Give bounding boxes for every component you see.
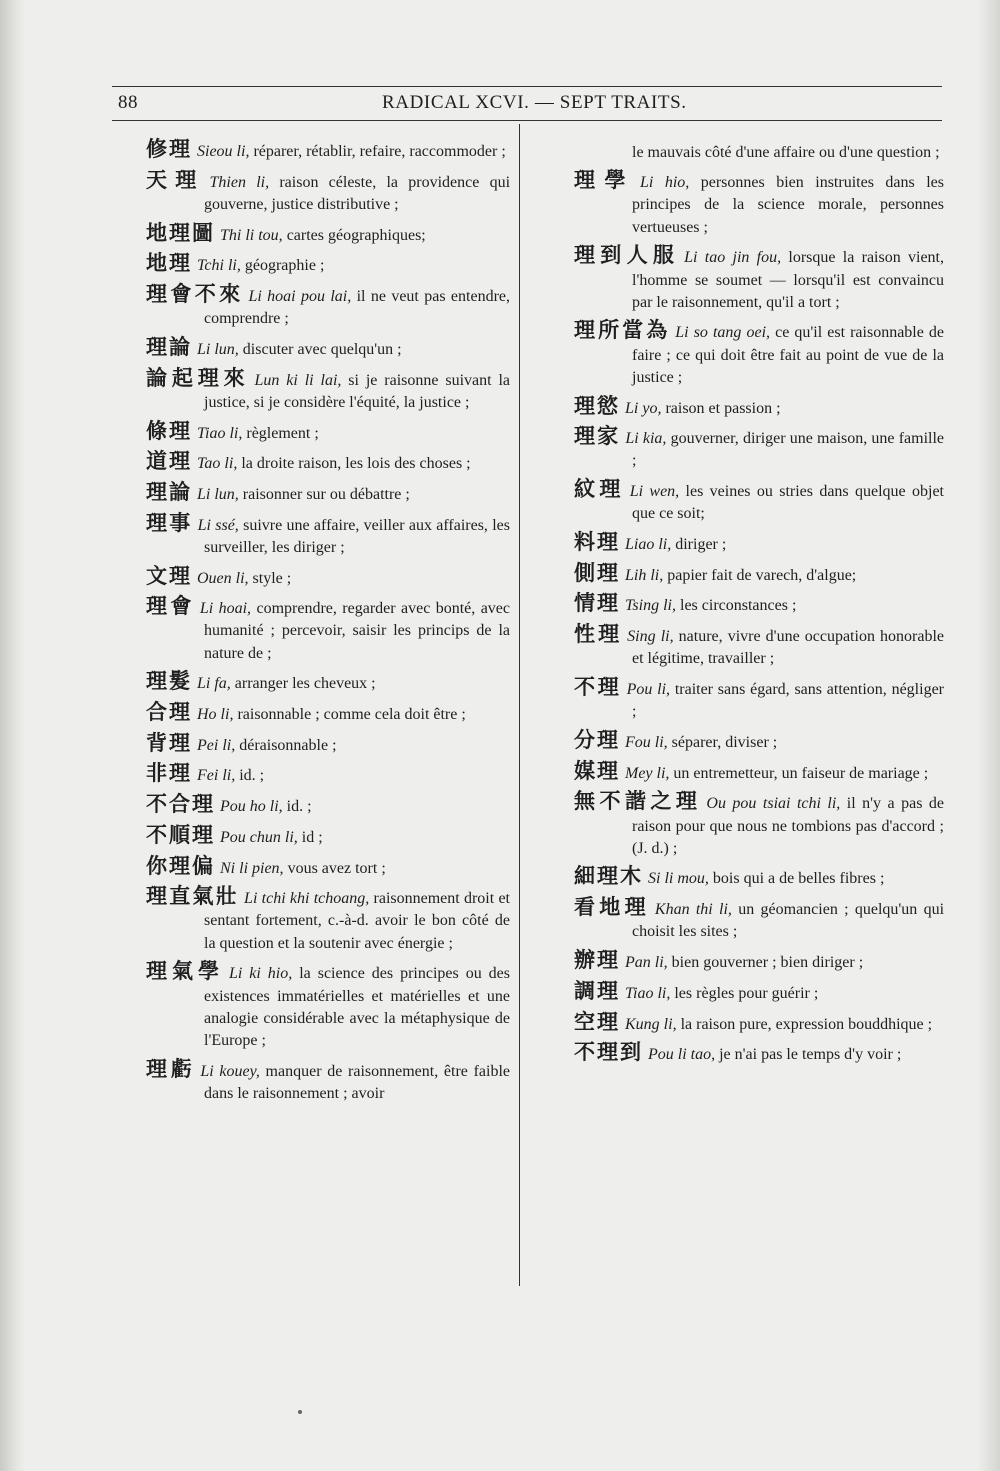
headword-chinese: 看地理: [574, 895, 650, 920]
headword-chinese: 理論: [146, 334, 192, 359]
definition: un géomancien ; quelqu'un qui choisit les sites ;: [632, 901, 945, 941]
headword-chinese: 辦理: [574, 948, 620, 973]
left-column: [146, 138, 510, 1111]
headword-chinese: 修理: [146, 137, 192, 161]
definition: manquer de raisonnement, être faible dans le raisonnement ; avoir: [204, 1062, 511, 1102]
page-header: [112, 86, 942, 122]
romanization: Lih li,: [625, 566, 664, 584]
headword-chinese: 背理: [146, 730, 192, 755]
right-column: [574, 142, 944, 1072]
romanization: Tiao li,: [197, 424, 243, 442]
romanization: Li kia,: [625, 430, 667, 448]
romanization: Ni li pien,: [220, 859, 284, 877]
romanization: Li ki hio,: [228, 965, 293, 983]
romanization: Li tchi khi tchoang,: [244, 890, 370, 908]
headword-chinese: 性理: [574, 622, 623, 647]
dictionary-entry: [574, 531, 944, 556]
dictionary-entry: [574, 760, 944, 785]
headword-chinese: 不合理: [146, 792, 215, 817]
definition: règlement ;: [242, 424, 319, 442]
romanization: Sing li,: [627, 628, 674, 646]
headword-chinese: 料理: [574, 530, 620, 555]
headword-chinese: 合理: [146, 700, 192, 725]
headword-chinese: 理論: [146, 479, 192, 504]
headword-chinese: 紋理: [574, 477, 625, 502]
romanization: Pou chun li,: [220, 828, 298, 846]
dictionary-entry: [574, 395, 944, 420]
definition: discuter avec quelqu'un ;: [238, 340, 402, 358]
running-title: RADICAL XCVI. — SEPT TRAITS.: [382, 92, 687, 113]
romanization: Li wen,: [629, 483, 680, 501]
definition: personnes bien instruites dans les principes de la science morale, personnes vertueuses ;: [632, 174, 945, 236]
romanization: Tsing li,: [625, 597, 676, 615]
headword-chinese: 地理圖: [146, 220, 215, 245]
headword-chinese: 文理: [146, 563, 192, 588]
definition: il n'y a pas de raison pour que nous ne tombions pas d'accord ; (J. d.) ;: [632, 795, 945, 857]
dictionary-entry: [574, 1011, 944, 1036]
romanization: Li yo,: [625, 399, 662, 417]
dictionary-entry: [146, 252, 510, 277]
romanization: Tao li,: [197, 455, 238, 473]
definition: il ne veut pas entendre, comprendre ;: [204, 288, 510, 328]
definition: réparer, rétablir, refaire, raccommoder ;: [249, 143, 506, 160]
definition: lorsque la raison vient, l'homme se soumet — lorsqu'il est convaincu par le raisonnement, qu'il a tort ;: [632, 249, 945, 311]
definition: si je raisonne suivant la justice, si je considère l'équité, la justice ;: [204, 371, 511, 411]
headword-chinese: 理家: [574, 424, 621, 449]
headword-chinese: 非理: [146, 761, 192, 786]
headword-chinese: 不理: [574, 675, 622, 700]
headword-chinese: 不順理: [146, 822, 215, 847]
romanization: Li tao jin fou,: [684, 249, 782, 267]
romanization: Tiao li,: [625, 984, 671, 1002]
headword-chinese: 道理: [146, 449, 192, 474]
dictionary-entry: [574, 169, 944, 239]
definition: raison céleste, la providence qui gouverne, justice distributive ;: [204, 173, 511, 213]
dictionary-entry: [146, 670, 510, 695]
definition: la science des principes ou des existences immatérielles et matérielles et une analogie considérable avec la métaphysique de l'Europe ;: [204, 965, 511, 1049]
definition: les veines ou stries dans quelque objet que ce soit;: [632, 483, 945, 523]
headword-chinese: 理虧: [146, 1056, 196, 1081]
dictionary-entry: [574, 623, 944, 670]
romanization: Pou li tao,: [648, 1046, 716, 1064]
headword-chinese: 理慾: [574, 393, 620, 418]
dictionary-entry: [146, 701, 510, 726]
romanization: Li lun,: [197, 340, 239, 358]
romanization: Khan thi li,: [654, 901, 732, 919]
headword-chinese: 空理: [574, 1009, 620, 1034]
romanization: Ou pou tsiai tchi li,: [706, 795, 841, 813]
definition: les règles pour guérir ;: [670, 984, 819, 1002]
definition: cartes géographiques;: [282, 226, 426, 244]
headword-chinese: 媒理: [574, 758, 620, 783]
headword-chinese: 理會: [146, 594, 195, 619]
headword-chinese: 理直氣壯: [146, 884, 240, 909]
definition: comprendre, regarder avec bonté, avec humanité ; percevoir, saisir les princips de la nature de ;: [204, 600, 511, 662]
romanization: Li lun,: [197, 485, 239, 503]
dictionary-entry: [146, 824, 510, 849]
definition: traiter sans égard, sans attention, négliger ;: [632, 681, 944, 721]
headword-chinese: 情理: [574, 591, 620, 616]
dictionary-entry: [146, 283, 510, 330]
page-edge-shadow: [978, 0, 1000, 1471]
headword-chinese: 理會不來: [146, 282, 244, 307]
definition: vous avez tort ;: [283, 859, 386, 877]
dictionary-entry: [574, 676, 944, 723]
definition: je n'ai pas le temps d'y voir ;: [715, 1046, 902, 1064]
definition: raisonnement droit et sentant fortement, c.-à-d. avoir le bon côté de la question et la soutenir avec énergie ;: [204, 890, 511, 952]
headword-chinese: 地理: [146, 251, 192, 276]
column-divider: [519, 124, 520, 1286]
definition: id ;: [297, 828, 323, 846]
definition: gouverner, diriger une maison, une famille ;: [632, 430, 945, 470]
romanization: Ouen li,: [197, 569, 249, 587]
definition: nature, vivre d'une occupation honorable et légitime, travailler ;: [632, 628, 945, 668]
definition: bois qui a de belles fibres ;: [708, 870, 885, 888]
headword-chinese: 你理偏: [146, 853, 215, 878]
dictionary-entry: [146, 960, 510, 1052]
romanization: Liao li,: [625, 536, 672, 554]
headword-chinese: 理到人服: [574, 243, 680, 268]
headword-chinese: 論起理來: [146, 365, 250, 390]
definition: les circonstances ;: [676, 597, 797, 615]
dictionary-entry: [574, 319, 944, 389]
dictionary-entry: [146, 169, 510, 216]
romanization: Li fa,: [197, 675, 231, 693]
definition: id. ;: [235, 767, 265, 785]
romanization: Pei li,: [197, 736, 236, 754]
dictionary-entry: [574, 980, 944, 1005]
dictionary-entry: [146, 512, 510, 559]
dictionary-entry: [146, 762, 510, 787]
dictionary-entry: [574, 949, 944, 974]
header-rule-bottom: [112, 120, 942, 121]
romanization: Tchi li,: [197, 257, 241, 275]
dictionary-entry: [574, 562, 944, 587]
definition: raisonnable ; comme cela doit être ;: [233, 706, 466, 724]
page-number: 88: [118, 92, 138, 113]
definition: la droite raison, les lois des choses ;: [237, 455, 471, 473]
headword-chinese: 側理: [574, 560, 620, 585]
romanization: Lun ki li lai,: [254, 371, 342, 389]
headword-chinese: 分理: [574, 727, 620, 752]
dictionary-entry: [146, 793, 510, 818]
dictionary-entry: [574, 244, 944, 314]
romanization: Mey li,: [625, 764, 670, 782]
continuation-text: le mauvais côté d'une affaire ou d'une question ;: [632, 144, 940, 161]
dictionary-entry: [146, 450, 510, 475]
definition: raison et passion ;: [661, 399, 781, 417]
definition: un entremetteur, un faiseur de mariage ;: [669, 764, 929, 782]
romanization: Li hoai pou lai,: [248, 288, 352, 306]
headword-chinese: 理事: [146, 510, 193, 535]
dictionary-entry: [146, 222, 510, 247]
romanization: Li hoai,: [199, 600, 252, 618]
dictionary-entry: [574, 729, 944, 754]
dictionary-entry: [146, 138, 510, 163]
dictionary-entry: [574, 1041, 944, 1066]
definition: id. ;: [282, 798, 312, 816]
dictionary-entry: [146, 367, 510, 414]
romanization: Li so tang oei,: [675, 324, 771, 342]
headword-chinese: 不理到: [574, 1040, 643, 1065]
dictionary-entry: [146, 420, 510, 445]
definition: géographie ;: [240, 257, 325, 275]
dictionary-entry: [574, 865, 944, 890]
headword-chinese: 理學: [574, 168, 635, 193]
print-speck: [298, 1410, 302, 1414]
headword-chinese: 理髮: [146, 669, 192, 694]
dictionary-entry: [574, 790, 944, 860]
definition: suivre une affaire, veiller aux affaires, les surveiller, les diriger ;: [204, 516, 510, 556]
dictionary-entry: [146, 732, 510, 757]
headword-chinese: 理所當為: [574, 318, 671, 343]
romanization: Si li mou,: [648, 870, 709, 888]
romanization: Li hio,: [639, 174, 690, 192]
definition: raisonner sur ou débattre ;: [238, 485, 410, 503]
dictionary-entry: [574, 425, 944, 472]
romanization: Pou ho li,: [220, 798, 283, 816]
definition: déraisonnable ;: [235, 736, 337, 754]
dictionary-entry: [574, 592, 944, 617]
page-gutter-shadow: [0, 0, 26, 1471]
romanization: Fou li,: [625, 733, 668, 751]
romanization: Sieou li,: [197, 143, 250, 160]
dictionary-entry: [574, 896, 944, 943]
romanization: Thi li tou,: [220, 226, 283, 244]
definition: papier fait de varech, d'algue;: [663, 566, 857, 584]
dictionary-entry: [146, 595, 510, 665]
romanization: Ho li,: [197, 706, 234, 724]
definition: séparer, diviser ;: [667, 733, 778, 751]
dictionary-entry: [146, 565, 510, 590]
headword-chinese: 天理: [146, 167, 205, 192]
definition: ce qu'il est raisonnable de faire ; ce qui doit être fait au point de vue de la justice ;: [632, 324, 945, 386]
definition: diriger ;: [671, 536, 727, 554]
dictionary-entry: [146, 885, 510, 955]
headword-chinese: 無不諧之理: [574, 789, 702, 814]
definition: la raison pure, expression bouddhique ;: [676, 1015, 933, 1033]
definition: bien gouverner ; bien diriger ;: [667, 954, 864, 972]
definition: arranger les cheveux ;: [230, 675, 376, 693]
romanization: Kung li,: [625, 1015, 677, 1033]
romanization: Li kouey,: [200, 1062, 260, 1080]
dictionary-entry: [146, 1058, 510, 1105]
dictionary-entry: [146, 855, 510, 880]
romanization: Pou li,: [626, 681, 671, 699]
romanization: Pan li,: [625, 954, 668, 972]
dictionary-entry: [146, 336, 510, 361]
romanization: Li ssé,: [197, 516, 239, 534]
headword-chinese: 細理木: [574, 864, 643, 889]
headword-chinese: 條理: [146, 418, 192, 443]
romanization: Fei li,: [197, 767, 236, 785]
dictionary-entry: [574, 478, 944, 525]
headword-chinese: 理氣學: [146, 959, 224, 984]
romanization: Thien li,: [209, 173, 270, 191]
definition: style ;: [248, 569, 292, 587]
header-rule-top: [112, 86, 942, 87]
headword-chinese: 調理: [574, 978, 620, 1003]
dictionary-entry: [146, 481, 510, 506]
